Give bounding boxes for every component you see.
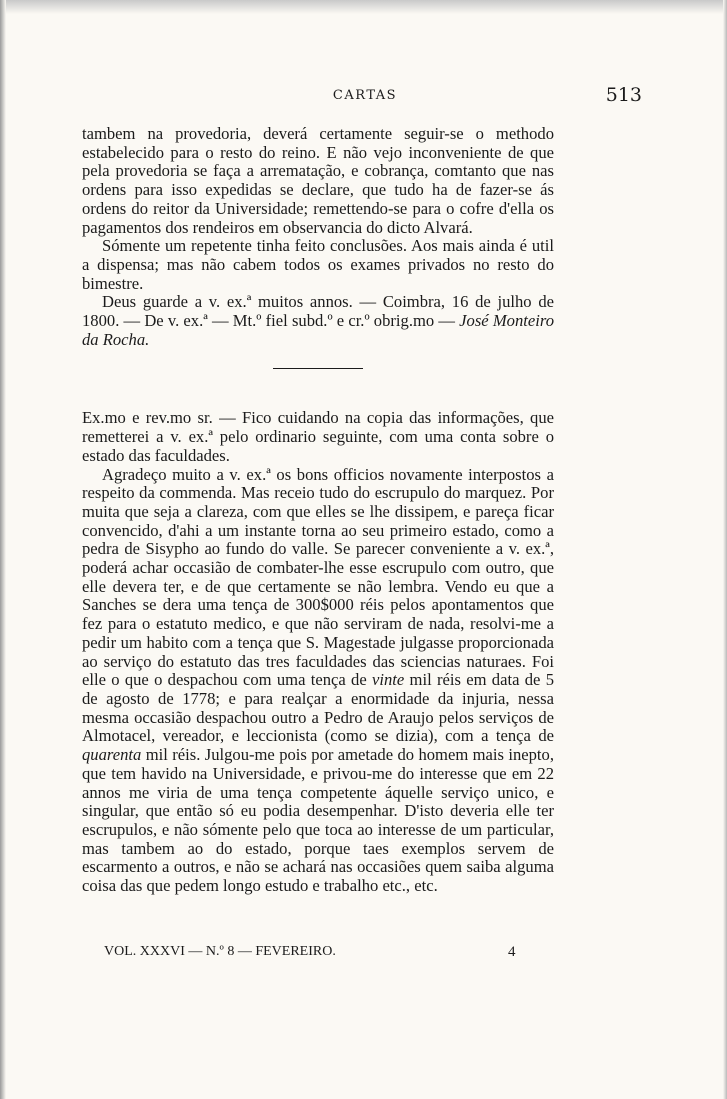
scan-shadow-left	[0, 0, 6, 1099]
p2-text-2: mil réis em data de 5 de agosto de 1778; e para realçar a enormidade da injuria, nessa mesma occasião despachou outro a Pedro de Araujo pelos serviços de Almotacel, vereador, e leccionista (como se dizia), com a tença de	[82, 670, 554, 746]
p2-text-1: Agradeço muito a v. ex.ª os bons officios novamente interpostos a respeito da commenda. Mas receio tudo do escrupulo do marquez. Por muita que seja a clareza, com que elles se lhe dissipem, e pareça ficar convencido, d'ahi a um instante torna ao seu primeiro estado, como a pedra de Sisypho ao fundo do valle. Se parecer conveniente a v. ex.ª, poderá achar occasião de combater-lhe esse escrupulo com outro, que elle devera ter, e de que certamente se não lembra. Vendo eu que a Sanches se dera uma tença de 300$000 réis pelos apontamentos que fez para o estatuto medico, e que não serviram de nada, resolvi-me a pedir um habito com a tença que S. Magestade julgasse proporcionada ao serviço do estatuto das tres faculdades das sciencias naturaes. Foi elle o que o despachou com uma tença de	[82, 464, 554, 690]
volume-footer: VOL. XXXVI — N.º 8 — FEVEREIRO.	[104, 944, 336, 959]
section-divider	[273, 368, 363, 369]
letter2-salutation-paragraph: Ex.mo e rev.mo sr. — Fico cuidando na copia das informações, que remetterei a v. ex.ª pelo ordinario seguinte, com uma conta sobre o estado das faculdades.	[82, 408, 554, 465]
p2-italic-quarenta: quarenta	[82, 745, 142, 765]
running-title: CARTAS	[332, 88, 398, 103]
body-text	[82, 125, 554, 896]
letter1-paragraph-2: Sómente um repetente tinha feito conclusões. Aos mais ainda é util a dispensa; mas não cabem todos os exames privados no resto do bimestre.	[82, 236, 554, 293]
page-header	[80, 84, 650, 108]
scan-shadow-top	[0, 0, 727, 14]
letter1-author: José Monteiro da Rocha.	[82, 311, 554, 349]
letter1-paragraph-1: tambem na provedoria, deverá certamente seguir-se o methodo estabelecido para o resto do reino. E não vejo inconveniente de que pela provedoria se faça a arrematação, e cobrança, comtanto que nas ordens para isso expedidas se declare, que tudo ha de fazer-se ás ordens do reitor da Universidade; remettendo-se para o cofre d'ella os pagamentos dos rendeiros em observancia do dicto Alvará.	[82, 124, 554, 237]
signature-mark: 4	[508, 944, 516, 960]
page-number: 513	[605, 84, 642, 106]
p2-text-3: mil réis. Julgou-me pois por ametade do homem mais inepto, que tem havido na Universidade, e privou-me do interesse que em 22 annos me viria de uma tença competente áquelle serviço unico, e singular, que então só eu podia desempenhar. D'isto deveria elle ter escrupulos, e não sómente pelo que toca ao interesse de um particular, mas tambem ao do estado, porque taes exemplos servem de escarmento a outros, e não se achará nas occasiões quem saiba alguma coisa das que pedem longo estudo e trabalho etc., etc.	[82, 745, 554, 896]
letter1-closing	[82, 293, 554, 349]
p2-italic-vinte: vinte	[372, 670, 405, 690]
letter2-paragraph-2	[82, 466, 554, 896]
scan-shadow-right	[723, 0, 727, 1099]
closing-text: Deus guarde a v. ex.ª muitos annos. — Coimbra, 16 de julho de 1800. — De v. ex.ª — Mt.º fiel subd.º e cr.º obrig.mo —	[82, 292, 554, 331]
